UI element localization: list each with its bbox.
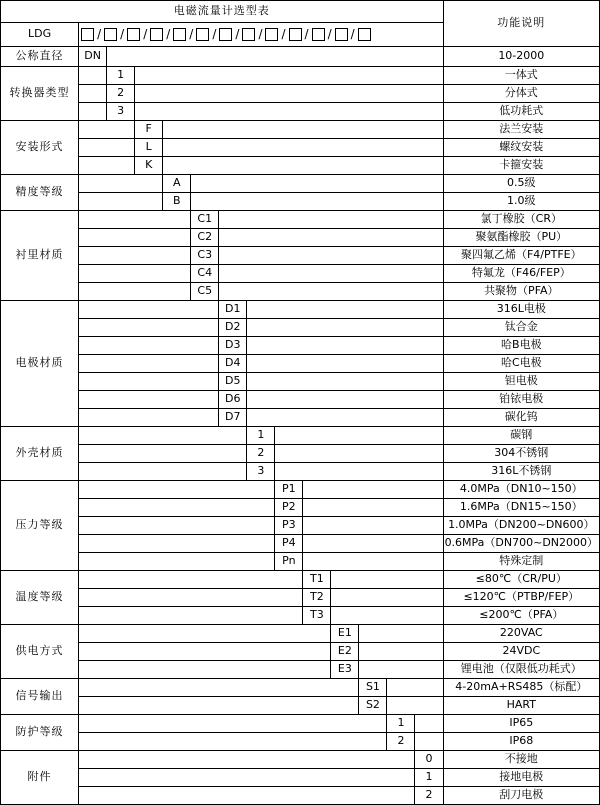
desc-cell: 铂铱电极 — [443, 391, 599, 409]
slash-separator: / — [258, 26, 263, 41]
row-converter-type-3 — [1, 103, 600, 121]
spacer-cell — [79, 301, 219, 319]
spacer-cell — [79, 787, 415, 805]
code-cell: 3 — [247, 463, 275, 481]
desc-cell: IP68 — [443, 733, 599, 751]
code-cell: P3 — [275, 517, 303, 535]
spacer-cell — [79, 697, 359, 715]
desc-cell: 1.6MPa（DN15~150） — [443, 499, 599, 517]
code-cell: T2 — [303, 589, 331, 607]
spacer-cell — [247, 409, 443, 427]
desc-cell: ≤80℃（CR/PU） — [443, 571, 599, 589]
desc-cell: 316L电极 — [443, 301, 599, 319]
spacer-cell — [79, 535, 275, 553]
spacer-cell — [79, 121, 135, 139]
desc-cell: 碳化钨 — [443, 409, 599, 427]
row-pressure-5 — [1, 553, 600, 571]
spacer-cell — [79, 337, 219, 355]
row-nominal-diameter — [1, 47, 600, 67]
spacer-cell — [275, 445, 443, 463]
spacer-cell — [331, 571, 443, 589]
code-cell: D5 — [219, 373, 247, 391]
row-accuracy-2 — [1, 193, 600, 211]
code-cell: C4 — [191, 265, 219, 283]
row-electrode-7 — [1, 409, 600, 427]
code-cell: DN — [79, 47, 107, 67]
spacer-cell — [163, 157, 443, 175]
category-label: 安装形式 — [1, 121, 79, 175]
page-title: 电磁流量计选型表 — [1, 1, 444, 23]
category-label: 信号输出 — [1, 679, 79, 715]
spacer-cell — [275, 427, 443, 445]
spacer-cell — [191, 193, 443, 211]
row-pressure-4 — [1, 535, 600, 553]
desc-cell: 碳钢 — [443, 427, 599, 445]
desc-cell: 1.0MPa（DN200~DN600） — [443, 517, 599, 535]
code-cell: C5 — [191, 283, 219, 301]
spacer-cell — [79, 229, 191, 247]
slash-separator: / — [189, 26, 194, 41]
desc-cell: 一体式 — [443, 67, 599, 85]
slash-separator: / — [120, 26, 125, 41]
spacer-cell — [79, 751, 415, 769]
spacer-cell — [163, 139, 443, 157]
row-accessory-3 — [1, 787, 600, 805]
model-prefix: LDG — [1, 23, 79, 47]
desc-cell: HART — [443, 697, 599, 715]
spacer-cell — [79, 481, 275, 499]
desc-cell: 316L不锈钢 — [443, 463, 599, 481]
desc-cell: 0.6MPa（DN700~DN2000） — [443, 535, 599, 553]
desc-cell: 1.0级 — [443, 193, 599, 211]
code-cell: B — [163, 193, 191, 211]
row-accessory-2 — [1, 769, 600, 787]
row-electrode-5 — [1, 373, 600, 391]
row-electrode-1 — [1, 301, 600, 319]
category-label: 附件 — [1, 751, 79, 805]
spacer-cell — [79, 679, 359, 697]
row-pressure-1 — [1, 481, 600, 499]
code-box — [196, 28, 209, 41]
category-label: 转换器类型 — [1, 67, 79, 121]
spacer-cell — [79, 625, 331, 643]
desc-cell: 4.0MPa（DN10~150） — [443, 481, 599, 499]
code-cell: F — [135, 121, 163, 139]
row-power-1 — [1, 625, 600, 643]
spacer-cell — [303, 535, 443, 553]
code-cell: S2 — [359, 697, 387, 715]
desc-cell: 螺纹安装 — [443, 139, 599, 157]
code-cell: S1 — [359, 679, 387, 697]
row-temperature-2 — [1, 589, 600, 607]
code-box — [173, 28, 186, 41]
row-lining-1 — [1, 211, 600, 229]
code-cell: A — [163, 175, 191, 193]
code-cell: C1 — [191, 211, 219, 229]
spacer-cell — [79, 643, 331, 661]
desc-cell: ≤200℃（PFA） — [443, 607, 599, 625]
desc-cell: 接地电极 — [443, 769, 599, 787]
spacer-cell — [79, 445, 247, 463]
spacer-cell — [79, 193, 163, 211]
slash-separator: / — [327, 26, 332, 41]
row-temperature-1 — [1, 571, 600, 589]
spacer-cell — [219, 229, 443, 247]
row-electrode-6 — [1, 391, 600, 409]
row-power-3 — [1, 661, 600, 679]
desc-cell: 不接地 — [443, 751, 599, 769]
spacer-cell — [163, 121, 443, 139]
code-box — [104, 28, 117, 41]
code-cell: T3 — [303, 607, 331, 625]
title-row — [1, 1, 600, 23]
desc-cell: 聚氨酯橡胶（PU） — [443, 229, 599, 247]
code-box — [219, 28, 232, 41]
row-housing-3 — [1, 463, 600, 481]
code-box — [265, 28, 278, 41]
code-cell: D2 — [219, 319, 247, 337]
spacer-cell — [79, 319, 219, 337]
spacer-cell — [247, 301, 443, 319]
desc-cell: 4-20mA+RS485（标配） — [443, 679, 599, 697]
spacer-cell — [79, 769, 415, 787]
slash-separator: / — [97, 26, 102, 41]
spacer-cell — [79, 517, 275, 535]
desc-cell: 哈B电极 — [443, 337, 599, 355]
spacer-cell — [79, 103, 107, 121]
code-cell: P4 — [275, 535, 303, 553]
spacer-cell — [303, 499, 443, 517]
spacer-cell — [79, 175, 163, 193]
desc-cell: 共聚物（PFA） — [443, 283, 599, 301]
desc-cell: IP65 — [443, 715, 599, 733]
spacer-cell — [387, 697, 443, 715]
spacer-cell — [79, 409, 219, 427]
spacer-cell — [303, 553, 443, 571]
spacer-cell — [219, 211, 443, 229]
row-power-2 — [1, 643, 600, 661]
spacer-cell — [79, 139, 135, 157]
spacer-cell — [247, 337, 443, 355]
category-label: 外壳材质 — [1, 427, 79, 481]
spacer-cell — [247, 391, 443, 409]
code-cell: D6 — [219, 391, 247, 409]
code-cell: 3 — [107, 103, 135, 121]
desc-cell: 特殊定制 — [443, 553, 599, 571]
code-cell: E2 — [331, 643, 359, 661]
spacer-cell — [247, 373, 443, 391]
category-label: 温度等级 — [1, 571, 79, 625]
spacer-cell — [135, 85, 443, 103]
desc-cell: 聚四氟乙烯（F4/PTFE） — [443, 247, 599, 265]
code-cell: L — [135, 139, 163, 157]
spacer-cell — [331, 589, 443, 607]
spacer-cell — [219, 247, 443, 265]
row-housing-1 — [1, 427, 600, 445]
category-label: 供电方式 — [1, 625, 79, 679]
code-cell: T1 — [303, 571, 331, 589]
spacer-cell — [303, 481, 443, 499]
code-cell: P2 — [275, 499, 303, 517]
category-label: 衬里材质 — [1, 211, 79, 301]
spacer-cell — [79, 355, 219, 373]
spacer-cell — [415, 715, 443, 733]
row-accuracy-1 — [1, 175, 600, 193]
spacer-cell — [79, 607, 303, 625]
code-box — [358, 28, 371, 41]
slash-separator: / — [350, 26, 355, 41]
code-cell: P1 — [275, 481, 303, 499]
spacer-cell — [387, 679, 443, 697]
code-box — [150, 28, 163, 41]
code-box — [242, 28, 255, 41]
spacer-cell — [275, 463, 443, 481]
code-cell: 1 — [107, 67, 135, 85]
spacer-cell — [79, 661, 331, 679]
spacer-cell — [79, 391, 219, 409]
spacer-cell — [79, 553, 275, 571]
spacer-cell — [219, 283, 443, 301]
row-pressure-2 — [1, 499, 600, 517]
row-housing-2 — [1, 445, 600, 463]
code-box — [127, 28, 140, 41]
desc-cell: ≤120℃（PTBP/FEP） — [443, 589, 599, 607]
row-lining-2 — [1, 229, 600, 247]
row-lining-3 — [1, 247, 600, 265]
slash-separator: / — [166, 26, 171, 41]
spacer-cell — [79, 499, 275, 517]
row-accessory-1 — [1, 751, 600, 769]
category-label: 压力等级 — [1, 481, 79, 571]
desc-cell: 分体式 — [443, 85, 599, 103]
spacer-cell — [191, 175, 443, 193]
spacer-cell — [135, 67, 443, 85]
desc-cell: 特氟龙（F46/FEP） — [443, 265, 599, 283]
spacer-cell — [79, 589, 303, 607]
spacer-cell — [79, 373, 219, 391]
code-box — [312, 28, 325, 41]
code-cell: E3 — [331, 661, 359, 679]
slash-separator: / — [143, 26, 148, 41]
code-cell: Pn — [275, 553, 303, 571]
slash-separator: / — [304, 26, 309, 41]
spacer-cell — [359, 661, 443, 679]
spacer-cell — [303, 517, 443, 535]
row-converter-type-1 — [1, 67, 600, 85]
code-cell: D1 — [219, 301, 247, 319]
spacer-cell — [135, 103, 443, 121]
row-install-type-1 — [1, 121, 600, 139]
category-label: 电极材质 — [1, 301, 79, 427]
row-install-type-3 — [1, 157, 600, 175]
code-cell: 0 — [415, 751, 443, 769]
code-box — [289, 28, 302, 41]
spacer-cell — [219, 265, 443, 283]
desc-cell: 0.5级 — [443, 175, 599, 193]
spacer-cell — [79, 733, 387, 751]
spacer-cell — [247, 355, 443, 373]
row-converter-type-2 — [1, 85, 600, 103]
desc-cell: 氯丁橡胶（CR） — [443, 211, 599, 229]
category-label: 公称直径 — [1, 47, 79, 67]
desc-cell: 10-2000 — [443, 47, 599, 67]
code-box — [335, 28, 348, 41]
row-lining-5 — [1, 283, 600, 301]
spacer-cell — [79, 463, 247, 481]
desc-cell: 钛合金 — [443, 319, 599, 337]
row-electrode-2 — [1, 319, 600, 337]
model-code-boxes — [79, 23, 444, 47]
code-cell: 2 — [107, 85, 135, 103]
desc-cell: 24VDC — [443, 643, 599, 661]
row-signal-2 — [1, 697, 600, 715]
category-label: 精度等级 — [1, 175, 79, 211]
row-temperature-3 — [1, 607, 600, 625]
row-signal-1 — [1, 679, 600, 697]
spacer-cell — [79, 283, 191, 301]
spacer-cell — [247, 319, 443, 337]
spacer-cell — [415, 733, 443, 751]
desc-cell: 法兰安装 — [443, 121, 599, 139]
code-cell: 1 — [387, 715, 415, 733]
spacer-cell — [331, 607, 443, 625]
desc-cell: 304不锈钢 — [443, 445, 599, 463]
desc-cell: 卡箍安装 — [443, 157, 599, 175]
row-lining-4 — [1, 265, 600, 283]
desc-cell: 220VAC — [443, 625, 599, 643]
code-cell: 2 — [415, 787, 443, 805]
spacer-cell — [79, 157, 135, 175]
code-box — [81, 28, 94, 41]
code-cell: E1 — [331, 625, 359, 643]
code-cell: C3 — [191, 247, 219, 265]
desc-cell: 哈C电极 — [443, 355, 599, 373]
code-cell: 2 — [387, 733, 415, 751]
code-cell: C2 — [191, 229, 219, 247]
spacer-cell — [79, 571, 303, 589]
category-label: 防护等级 — [1, 715, 79, 751]
spacer-cell — [359, 625, 443, 643]
row-pressure-3 — [1, 517, 600, 535]
slash-separator: / — [235, 26, 240, 41]
spacer-cell — [79, 67, 107, 85]
spacer-cell — [79, 211, 191, 229]
desc-cell: 锂电池（仅限低功耗式） — [443, 661, 599, 679]
code-cell: D3 — [219, 337, 247, 355]
function-desc-header: 功能说明 — [443, 1, 599, 47]
row-install-type-2 — [1, 139, 600, 157]
spacer-cell — [79, 265, 191, 283]
row-protection-2 — [1, 733, 600, 751]
spacer-cell — [79, 427, 247, 445]
slash-separator: / — [212, 26, 217, 41]
desc-cell: 钽电极 — [443, 373, 599, 391]
spacer-cell — [107, 47, 443, 67]
row-electrode-3 — [1, 337, 600, 355]
code-cell: K — [135, 157, 163, 175]
code-cell: 2 — [247, 445, 275, 463]
code-cell: 1 — [415, 769, 443, 787]
desc-cell: 刮刀电极 — [443, 787, 599, 805]
desc-cell: 低功耗式 — [443, 103, 599, 121]
code-cell: D4 — [219, 355, 247, 373]
spacer-cell — [79, 715, 387, 733]
code-cell: 1 — [247, 427, 275, 445]
slash-separator: / — [281, 26, 286, 41]
spacer-cell — [359, 643, 443, 661]
spacer-cell — [79, 247, 191, 265]
spacer-cell — [79, 85, 107, 103]
code-cell: D7 — [219, 409, 247, 427]
row-electrode-4 — [1, 355, 600, 373]
row-protection-1 — [1, 715, 600, 733]
